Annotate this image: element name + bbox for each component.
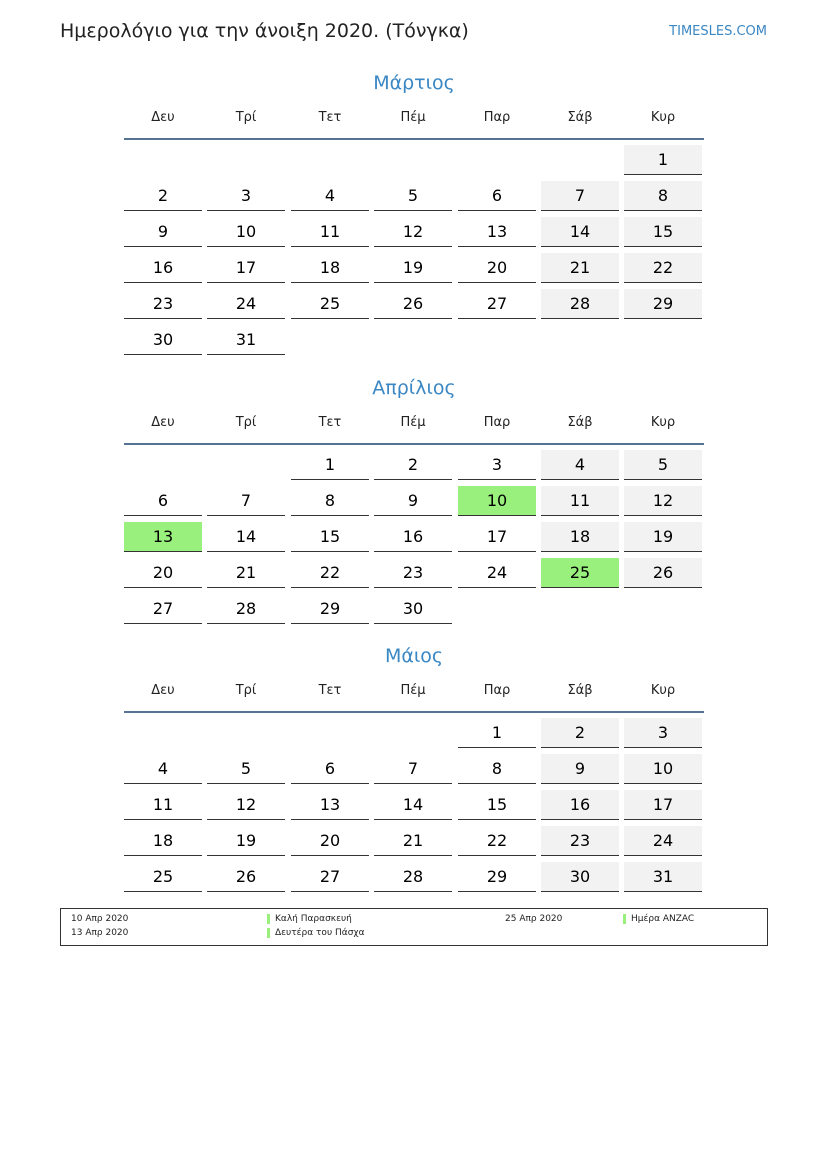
day-cell: 2 bbox=[541, 718, 619, 748]
weekday-header bbox=[124, 98, 704, 140]
day-cell: 19 bbox=[624, 522, 702, 552]
weekday-label: Τετ bbox=[318, 110, 342, 125]
weekday-label: Τρί bbox=[235, 110, 257, 125]
day-cell: 18 bbox=[541, 522, 619, 552]
weekday-label: Παρ bbox=[483, 110, 511, 125]
day-cell: 8 bbox=[291, 486, 369, 516]
month-block bbox=[124, 641, 704, 886]
weekday-label: Κυρ bbox=[650, 110, 676, 125]
day-cell: 27 bbox=[291, 862, 369, 892]
legend-date-2: 13 Απρ 2020 bbox=[71, 928, 129, 938]
day-cell: 24 bbox=[458, 558, 536, 588]
day-cell: 14 bbox=[374, 790, 452, 820]
weekday-label: Πέμ bbox=[400, 683, 426, 698]
day-cell: 20 bbox=[124, 558, 202, 588]
month-name: Μάρτιος bbox=[373, 72, 455, 94]
day-cell: 17 bbox=[624, 790, 702, 820]
day-cell: 7 bbox=[374, 754, 452, 784]
day-cell: 12 bbox=[624, 486, 702, 516]
day-cell: 6 bbox=[458, 181, 536, 211]
weekday-label: Πέμ bbox=[400, 110, 426, 125]
legend-date-3: 25 Απρ 2020 bbox=[505, 914, 563, 924]
day-cell: 4 bbox=[291, 181, 369, 211]
day-cell: 25 bbox=[124, 862, 202, 892]
day-cell: 16 bbox=[374, 522, 452, 552]
day-cell: 29 bbox=[624, 289, 702, 319]
day-cell: 20 bbox=[458, 253, 536, 283]
day-cell: 20 bbox=[291, 826, 369, 856]
day-cell: 18 bbox=[124, 826, 202, 856]
day-cell: 1 bbox=[458, 718, 536, 748]
weekday-header bbox=[124, 671, 704, 713]
day-cell: 17 bbox=[207, 253, 285, 283]
month-block bbox=[124, 68, 704, 349]
day-cell: 30 bbox=[374, 594, 452, 624]
weekday-header bbox=[124, 403, 704, 445]
holiday-color-marker bbox=[267, 928, 270, 938]
day-cell: 5 bbox=[207, 754, 285, 784]
day-cell: 28 bbox=[207, 594, 285, 624]
day-cell: 21 bbox=[374, 826, 452, 856]
weekday-label: Σάβ bbox=[567, 415, 593, 430]
holiday-color-marker bbox=[623, 914, 626, 924]
day-cell: 7 bbox=[207, 486, 285, 516]
weekday-label: Δευ bbox=[151, 415, 175, 430]
legend-name-3: Ημέρα ANZAC bbox=[631, 914, 695, 924]
day-cell: 6 bbox=[124, 486, 202, 516]
day-cell: 9 bbox=[124, 217, 202, 247]
month-name: Απρίλιος bbox=[372, 377, 456, 399]
day-cell: 8 bbox=[458, 754, 536, 784]
holiday-color-marker bbox=[267, 914, 270, 924]
day-cell: 26 bbox=[624, 558, 702, 588]
day-cell: 11 bbox=[291, 217, 369, 247]
day-cell: 15 bbox=[458, 790, 536, 820]
weekday-label: Παρ bbox=[483, 415, 511, 430]
day-cell: 25 bbox=[291, 289, 369, 319]
day-cell: 1 bbox=[624, 145, 702, 175]
weekday-label: Τρί bbox=[235, 415, 257, 430]
day-cell: 4 bbox=[124, 754, 202, 784]
day-cell: 26 bbox=[374, 289, 452, 319]
day-cell: 9 bbox=[541, 754, 619, 784]
day-cell: 15 bbox=[291, 522, 369, 552]
day-cell: 3 bbox=[207, 181, 285, 211]
day-cell: 29 bbox=[291, 594, 369, 624]
legend-date-1: 10 Απρ 2020 bbox=[71, 914, 129, 924]
holiday-day-cell: 25 bbox=[541, 558, 619, 588]
day-cell: 16 bbox=[124, 253, 202, 283]
day-cell: 23 bbox=[124, 289, 202, 319]
day-cell: 26 bbox=[207, 862, 285, 892]
day-cell: 14 bbox=[541, 217, 619, 247]
day-cell: 5 bbox=[374, 181, 452, 211]
holiday-day-cell: 10 bbox=[458, 486, 536, 516]
day-cell: 2 bbox=[124, 181, 202, 211]
day-cell: 9 bbox=[374, 486, 452, 516]
day-cell: 13 bbox=[458, 217, 536, 247]
weekday-label: Τρί bbox=[235, 683, 257, 698]
legend-name-2: Δευτέρα του Πάσχα bbox=[275, 928, 365, 938]
day-cell: 16 bbox=[541, 790, 619, 820]
page-title: Ημερολόγιο για την άνοιξη 2020. (Τόνγκα) bbox=[60, 20, 469, 42]
day-cell: 4 bbox=[541, 450, 619, 480]
weekday-label: Τετ bbox=[318, 415, 342, 430]
day-cell: 23 bbox=[374, 558, 452, 588]
day-cell: 27 bbox=[124, 594, 202, 624]
weekday-label: Δευ bbox=[151, 110, 175, 125]
day-cell: 14 bbox=[207, 522, 285, 552]
day-cell: 8 bbox=[624, 181, 702, 211]
day-cell: 30 bbox=[541, 862, 619, 892]
weekday-label: Τετ bbox=[318, 683, 342, 698]
day-cell: 22 bbox=[624, 253, 702, 283]
day-cell: 17 bbox=[458, 522, 536, 552]
day-cell: 3 bbox=[458, 450, 536, 480]
day-cell: 10 bbox=[207, 217, 285, 247]
day-cell: 28 bbox=[374, 862, 452, 892]
day-cell: 5 bbox=[624, 450, 702, 480]
weekday-label: Πέμ bbox=[400, 415, 426, 430]
weekday-label: Σάβ bbox=[567, 683, 593, 698]
day-cell: 30 bbox=[124, 325, 202, 355]
day-cell: 31 bbox=[624, 862, 702, 892]
day-cell: 21 bbox=[207, 558, 285, 588]
day-cell: 28 bbox=[541, 289, 619, 319]
day-cell: 10 bbox=[624, 754, 702, 784]
day-cell: 19 bbox=[374, 253, 452, 283]
day-cell: 7 bbox=[541, 181, 619, 211]
day-cell: 1 bbox=[291, 450, 369, 480]
day-cell: 19 bbox=[207, 826, 285, 856]
day-cell: 3 bbox=[624, 718, 702, 748]
holiday-legend bbox=[60, 908, 768, 946]
day-cell: 24 bbox=[207, 289, 285, 319]
day-cell: 21 bbox=[541, 253, 619, 283]
day-cell: 11 bbox=[541, 486, 619, 516]
day-cell: 22 bbox=[458, 826, 536, 856]
legend-name-1: Καλή Παρασκευή bbox=[275, 914, 352, 924]
weekday-label: Παρ bbox=[483, 683, 511, 698]
day-cell: 27 bbox=[458, 289, 536, 319]
weekday-label: Δευ bbox=[151, 683, 175, 698]
day-cell: 13 bbox=[291, 790, 369, 820]
day-cell: 12 bbox=[207, 790, 285, 820]
day-cell: 18 bbox=[291, 253, 369, 283]
brand-link[interactable]: TIMESLES.COM bbox=[669, 24, 767, 39]
day-cell: 15 bbox=[624, 217, 702, 247]
month-block bbox=[124, 373, 704, 618]
day-cell: 23 bbox=[541, 826, 619, 856]
weekday-label: Κυρ bbox=[650, 415, 676, 430]
day-cell: 12 bbox=[374, 217, 452, 247]
weekday-label: Κυρ bbox=[650, 683, 676, 698]
day-cell: 24 bbox=[624, 826, 702, 856]
day-cell: 11 bbox=[124, 790, 202, 820]
month-name: Μάιος bbox=[384, 645, 444, 667]
day-cell: 2 bbox=[374, 450, 452, 480]
day-cell: 29 bbox=[458, 862, 536, 892]
weekday-label: Σάβ bbox=[567, 110, 593, 125]
holiday-day-cell: 13 bbox=[124, 522, 202, 552]
day-cell: 6 bbox=[291, 754, 369, 784]
day-cell: 31 bbox=[207, 325, 285, 355]
day-cell: 22 bbox=[291, 558, 369, 588]
